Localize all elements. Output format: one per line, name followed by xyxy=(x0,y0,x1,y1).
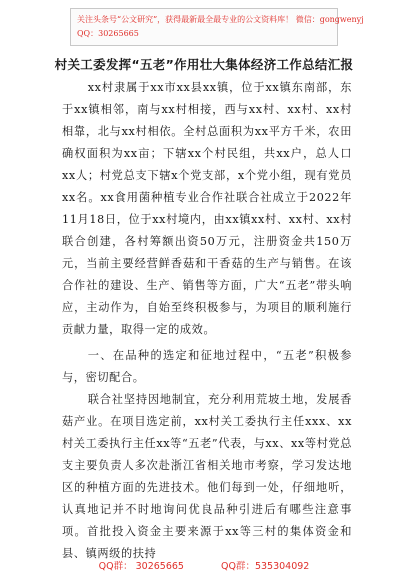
footer-contact xyxy=(0,558,408,572)
promo-banner-line-2: QQ：30265665 xyxy=(77,29,139,38)
promo-banner-line-1: 关注头条号“公文研究”，获得最新最全最专业的公文资料库！ 微信：gongwenyj xyxy=(77,15,364,24)
body-paragraph-intro: xx村隶属于xx市xx县xx镇，位于xx镇东南部，东于xx镇相邻，南与xx村相接，西与xx村、xx村、xx村相靠，北与xx村相依。全村总面积为xx平方千米，农田确权面积为xx亩；下辖xx个村民组，共xx户，总人口xx人；村党总支下辖x个党支部，x个党小组，现有党员xx名。xx食用菌种植专业合作社联合社成立于2022年11月18日，位于xx村境内，由xx镇xx村、xx村、xx村联合创建，各村筹额出资50万元，注册资金共150万元，当前主要经营鲜香菇和干香菇的生产与销售。在该合作社的建设、生产、销售等方面，广大“五老”带头响应，主动作为，自始至终积极参与，为项目的顺利施行贡献力量，取得一定的成效。 xyxy=(62,81,352,336)
body-paragraph-section-1: 联合社坚持因地制宜，充分利用荒坡土地，发展香菇产业。在项目选定前，xx村关工委执行主任xxx、xx村关工委执行主任xx等“五老”代表，与xx、xx等村党总支主要负责人多次赴浙江省相关地市考察，学习发达地区的种植方面的先进技术。他们每到一处，仔细地听，认真地记并不时地询问优良品种引进后有哪些注意事项。首批投入资金主要来源于xx等三村的集体资金和县、镇两级的扶持 xyxy=(62,393,352,560)
footer-qq-group-1: QQ群： 30265665 xyxy=(98,561,184,572)
document-title: 村关工委发挥“五老”作用壮大集体经济工作总结汇报 xyxy=(54,57,354,72)
section-heading-1: 一、在品种的选定和征地过程中，“五老”积极参与，密切配合。 xyxy=(62,349,352,384)
document-body xyxy=(62,77,352,565)
footer-qq-group-2: QQ群：535304092 xyxy=(221,561,310,572)
promo-banner xyxy=(70,8,364,46)
